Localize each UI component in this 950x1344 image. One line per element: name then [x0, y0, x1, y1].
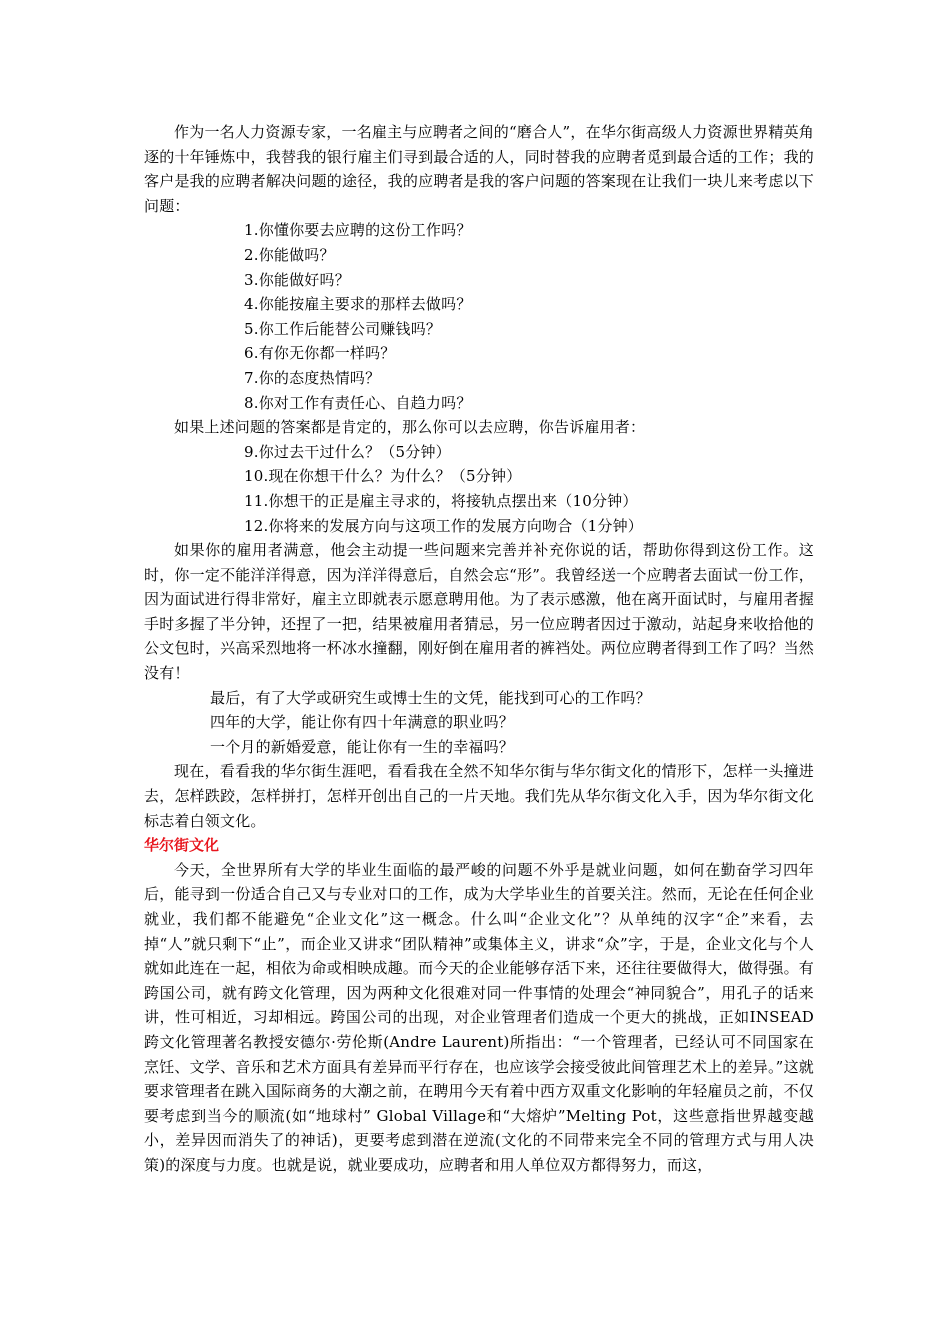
document-page — [144, 120, 814, 1178]
quote-lines — [144, 686, 814, 760]
list-item: 10.现在你想干什么？为什么？（5分钟） — [244, 467, 522, 486]
section-heading: 华尔街文化 — [144, 836, 220, 855]
quote-line: 最后，有了大学或研究生或博士生的文凭，能找到可心的工作吗？ — [210, 688, 651, 707]
list-item: 5.你工作后能替公司赚钱吗？ — [244, 319, 442, 338]
question-list — [144, 218, 814, 415]
list-item: 11.你想干的正是雇主寻求的，将接轨点摆出来（10分钟） — [244, 491, 638, 510]
quote-line: 四年的大学，能让你有四十年满意的职业吗？ — [210, 713, 515, 732]
list-item: 8.你对工作有责任心、自趋力吗？ — [244, 393, 472, 412]
list-item: 12.你将来的发展方向与这项工作的发展方向吻合（1分钟） — [244, 516, 644, 535]
wallstreet-paragraph: 现在，看看我的华尔街生涯吧，看看我在全然不知华尔街与华尔街文化的情形下，怎样一头撞进去，怎样跌跤，怎样拼打，怎样开创出自己的一片天地。我们先从华尔街文化入手，因为华尔街文化标志着白领文化。 — [144, 762, 814, 830]
tell-list — [144, 440, 814, 538]
quote-line: 一个月的新婚爱意，能让你有一生的幸福吗？ — [210, 737, 515, 756]
list-item: 1.你懂你要去应聘的这份工作吗？ — [244, 221, 472, 240]
list-item: 2.你能做吗？ — [244, 245, 335, 264]
intro-paragraph: 作为一名人力资源专家，一名雇主与应聘者之间的“磨合人”，在华尔街高级人力资源世界精英角逐的十年锤炼中，我替我的银行雇主们寻到最合适的人，同时替我的应聘者觅到最合适的工作；我的客户是我的应聘者解决问题的途径，我的应聘者是我的客户问题的答案现在让我们一块儿来考虑以下问题： — [144, 123, 814, 215]
transition-paragraph: 如果上述问题的答案都是肯定的，那么你可以去应聘，你告诉雇用者： — [174, 418, 646, 437]
list-item: 3.你能做好吗？ — [244, 270, 350, 289]
list-item: 7.你的态度热情吗？ — [244, 368, 381, 387]
culture-paragraph: 今天，全世界所有大学的毕业生面临的最严峻的问题不外乎是就业问题，如何在勤奋学习四年后，能寻到一份适合自己又与专业对口的工作，成为大学毕业生的首要关注。然而，无论在任何企业就业，我们都不能避免“企业文化”这一概念。什么叫“企业文化”？从单纯的汉字“企”来看，去掉“人”就只剩下“止”，而企业又讲求“团队精神”或集体主义，讲求“众”字，于是，企业文化与个人就如此连在一起，相依为命或相映成趣。而今天的企业能够存活下来，还往往要做得大，做得强。有跨国公司，就有跨文化管理，因为两种文化很难对同一件事情的处理会“神同貌合”，用孔子的话来讲，性可相近，习却相远。跨国公司的出现，对企业管理者们造成一个更大的挑战，正如INSEAD跨文化管理著名教授安德尔·劳伦斯(Andre Laurent)所指出：“一个管理者，已经认可不同国家在烹饪、文学、音乐和艺术方面具有差异而平行存在，也应该学会接受彼此间管理艺术上的差异。”这就要求管理者在跳入国际商务的大潮之前，在聘用今天有着中西方双重文化影响的年轻雇员之前，不仅要考虑到当今的顺流(如“地球村” Global Village和“大熔炉”Melting Pot，这些意指世界越变越小，差异因而消失了的神话)，更要考虑到潜在逆流(文化的不同带来完全不同的管理方式与用人决策)的深度与力度。也就是说，就业要成功，应聘者和用人单位双方都得努力，而这， — [144, 860, 814, 1174]
list-item: 9.你过去干过什么？（5分钟） — [244, 442, 451, 461]
story-paragraph: 如果你的雇用者满意，他会主动提一些问题来完善并补充你说的话，帮助你得到这份工作。这时，你一定不能洋洋得意，因为洋洋得意后，自然会忘“形”。我曾经送一个应聘者去面试一份工作，因为面试进行得非常好，雇主立即就表示愿意聘用他。为了表示感激，他在离开面试时，与雇用者握手时多握了半分钟，还捏了一把，结果被雇用者猜忌，另一位应聘者因过于激动，站起身来收拾他的公文包时，兴高采烈地将一杯冰水撞翻，刚好倒在雇用者的裤裆处。两位应聘者得到工作了吗？当然没有！ — [144, 541, 814, 683]
list-item: 6.有你无你都一样吗？ — [244, 344, 396, 363]
list-item: 4.你能按雇主要求的那样去做吗？ — [244, 295, 472, 314]
